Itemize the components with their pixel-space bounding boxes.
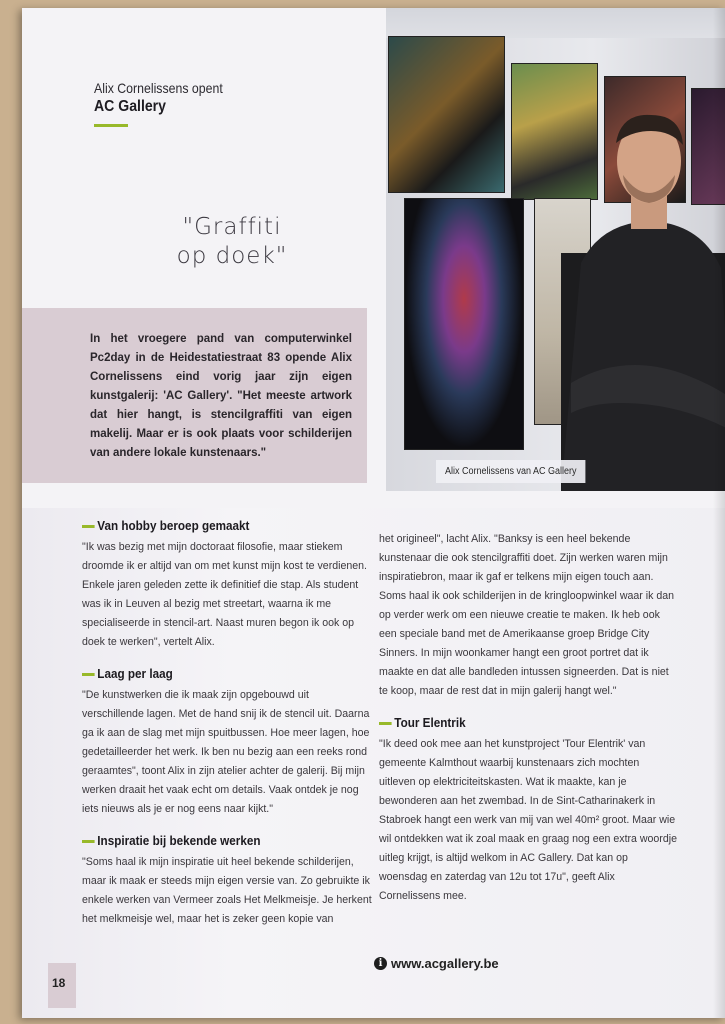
section-body: het origineel", lacht Alix. "Banksy is een heel bekende kunstenaar die ook stencilgraffiti doet. Zijn werken waren mijn inspiratiebron, maar ik gaf er telkens mijn eigen touch aan. Soms haal ik ook schilderijen in de kringloopwinkel waar ik dan op verder werk om een nieuwe creatie te maken. Ik heb ook een speciale band met de Amerikaanse groep Bridge City Sinners. In mijn woonkamer hangt een groot portret dat ik maakte en dat alle bandleden intussen signeerden. Dat is niet te koop, maar de rest dat in mijn galerij hangt wel." <box>379 533 675 697</box>
intro-paragraph: In het vroegere pand van computerwinkel Pc2day in de Heidestatiestraat 83 opende Alix Cornelissens eind vorig jaar zijn eigen kunstgalerij: 'AC Gallery'. "Het meeste artwork dat hier hangt, is stencilgraffiti van eigen makelij. Maar er is ook plaats voor schilderijen van andere lokale kunstenaars." <box>90 333 352 459</box>
heading-bar <box>82 525 95 528</box>
info-icon: i <box>374 957 387 970</box>
section-heading-text: Tour Elentrik <box>394 715 466 730</box>
section-body: "Ik was bezig met mijn doctoraat filosofie, maar stiekem droomde ik er altijd van om met kunst mijn kost te verdienen. Enkele jaren geleden zette ik definitief die stap. Als student was ik in Leuven al bezig met streetart, waarna ik me specialiseerde in stencil-art. Naast muren begon ik ook op doek te werken", vertelt Alix. <box>82 541 367 648</box>
website-link[interactable] <box>374 956 499 971</box>
section-heading-text: Laag per laag <box>97 666 173 681</box>
website-url[interactable]: www.acgallery.be <box>391 956 499 971</box>
right-column <box>379 530 677 906</box>
section-body: "Ik deed ook mee aan het kunstproject 'Tour Elentrik' van gemeente Kalmthout waarbij kunstenaars zich mochten uitleven op elektriciteitskasten. Wat ik maakte, kan je bewonderen aan het zwembad. In de Sint-Catharinakerk in Stabroek hangt een werk van mij van wel 40m² groot. Maar wie wil ontdekken wat ik zoal maak en graag nog een extra woordje uitleg krijgt, is altijd welkom in AC Gallery. Dat kan op woensdag en zaterdag van 12u tot 17u", geeft Alix Cornelissens mee. <box>379 738 677 902</box>
left-column <box>82 516 372 929</box>
artwork-1 <box>388 36 505 193</box>
section-heading-text: Inspiratie bij bekende werken <box>97 833 261 848</box>
pull-quote-line: op doek" <box>176 243 288 269</box>
heading-bar <box>82 673 95 676</box>
accent-bar <box>94 124 128 127</box>
section-body: "De kunstwerken die ik maak zijn opgebouwd uit verschillende lagen. Met de hand snij ik de stencil uit. Daarna ga ik aan de slag met mijn spuitbussen. Hoe meer lagen, hoe gedetailleerder het werk. Ik ben nu bezig aan een reeks rond geraamtes", toont Alix in zijn atelier achter de galerij. Bij mijn werken draait het vaak echt om details. Vaak ontdek je nog iets nieuws als je er nog eens naar kijkt." <box>82 689 370 815</box>
heading-bar <box>379 722 392 725</box>
gallery-photo <box>386 8 725 491</box>
page-edge-shadow <box>713 8 725 1018</box>
portrait-person <box>561 103 725 491</box>
section-heading <box>82 831 343 851</box>
article-title: AC Gallery <box>94 98 166 115</box>
photo-caption: Alix Cornelissens van AC Gallery <box>436 460 586 483</box>
section-heading <box>82 664 343 684</box>
section-heading-text: Van hobby beroep gemaakt <box>97 518 250 533</box>
magazine-page <box>22 8 725 1018</box>
pull-quote-line: "Graffiti <box>182 214 282 240</box>
artwork-5 <box>404 198 524 450</box>
page-number: 18 <box>52 976 66 990</box>
pull-quote <box>132 213 332 271</box>
heading-bar <box>82 840 95 843</box>
section-heading <box>379 713 647 733</box>
section-body: "Soms haal ik mijn inspiratie uit heel bekende schilderijen, maar ik maak er steeds mijn eigen versie van. Zo gebruikte ik enkele werken van Vermeer zoals Het Melkmeisje. Je herkent het melkmeisje wel, maar het is zeker geen kopie van <box>82 856 372 925</box>
section-heading <box>82 516 343 536</box>
article-kicker: Alix Cornelissens opent <box>94 80 223 96</box>
